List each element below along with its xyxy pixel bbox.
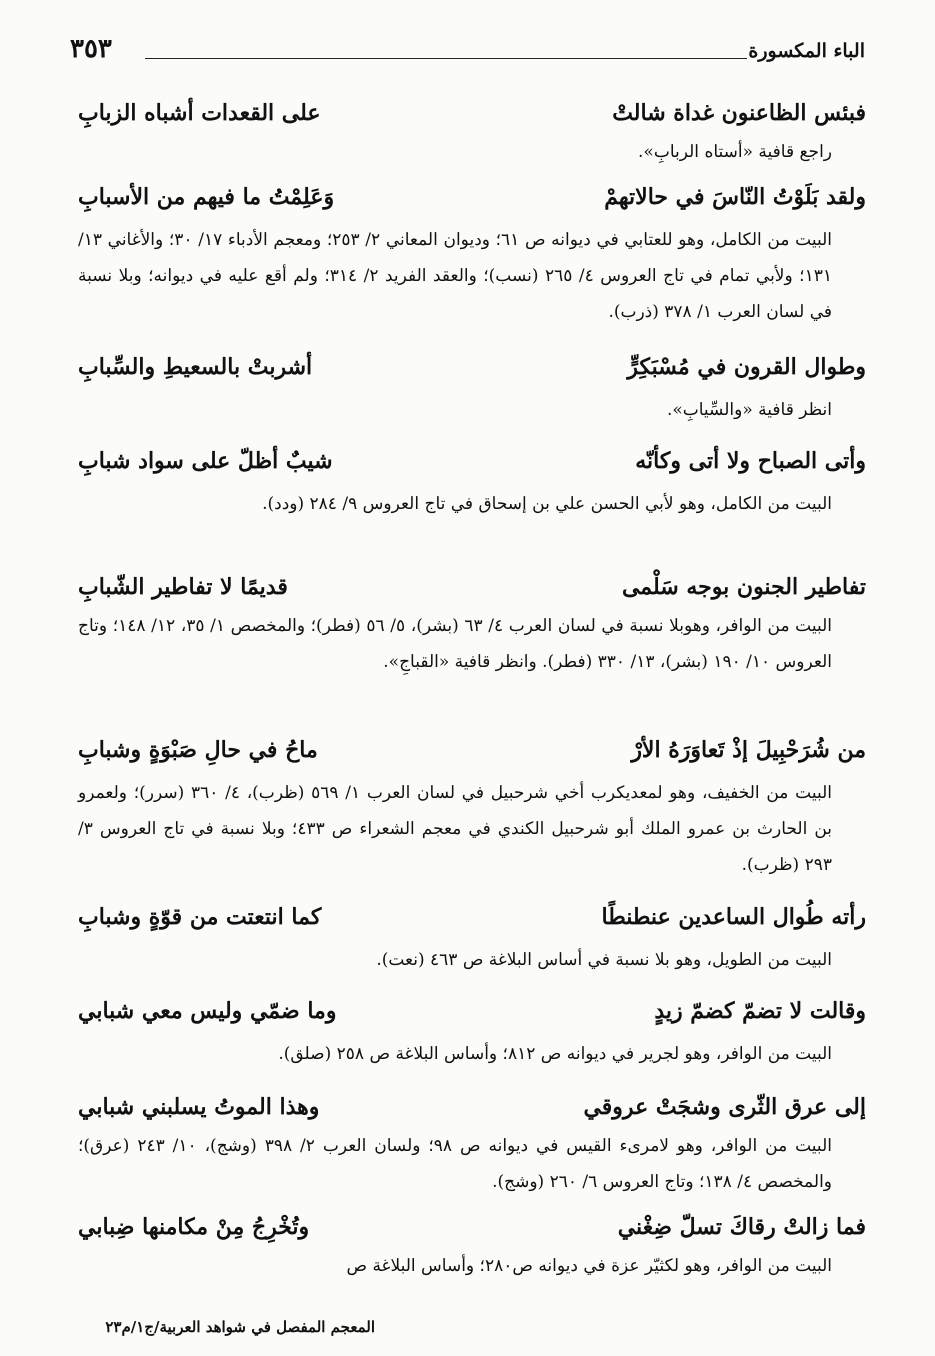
- verse-first-hemistich: إلى عرق الثّرى وشجَتْ عروقي: [583, 1094, 866, 1120]
- verse-line: [78, 180, 866, 224]
- verse-note: البيت من الوافر، وهو لجرير في ديوانه ص ٨١٢؛ وأساس البلاغة ص ٢٥٨ (صلق).: [278, 1044, 832, 1064]
- verse-first-hemistich: فبئس الظاعنون غداة شالتْ: [612, 100, 866, 126]
- verse-first-hemistich: وأتى الصباح ولا أتى وكأنّه: [635, 448, 866, 474]
- entry: [78, 180, 866, 330]
- entry: [78, 350, 866, 428]
- verse-note: البيت من الوافر، وهوبلا نسبة في لسان العرب ٤/ ٦٣ (بشر)، ٥/ ٥٦ (فطر)؛ والمخصص ١/ ٣٥، ١٢/ ١٤٨؛ وتاج العروس ١٠/ ١٩٠ (بشر)، ١٣/ ٣٣٠ (فطر). وانظر قافية «القباجِ».: [78, 616, 833, 672]
- footer-book-title: المعجم المفصل في شواهد العربية/ج١/م٢٣: [105, 1318, 375, 1336]
- entry: [78, 733, 866, 883]
- verse-first-hemistich: وطوال القرون في مُسْبَكِرٍّ: [627, 354, 866, 380]
- verse-note: البيت من الكامل، وهو للعتابي في ديوانه ص ٦١؛ وديوان المعاني ٢/ ٢٥٣؛ ومعجم الأدباء ١٧/ ٣٠؛ والأغاني ١٣/ ١٣١؛ ولأبي تمام في تاج العروس ٤/ ٢٦٥ (نسب)؛ والعقد الفريد ٢/ ٣١٤؛ ولم أقع عليه في ديوانه؛ وبلا نسبة في لسان العرب ١/ ٣٧٨ (ذرب).: [78, 230, 832, 322]
- verse-second-hemistich: وهذا الموتُ يسلبني شبابي: [78, 1094, 320, 1120]
- verse-line: [78, 1210, 866, 1254]
- running-title: الباء المكسورة: [748, 40, 865, 62]
- entry: [78, 994, 866, 1072]
- verse-line: [78, 570, 866, 614]
- verse-note: انظر قافية «والسِّيابِ».: [666, 400, 832, 420]
- entry: [78, 570, 866, 680]
- verse-second-hemistich: شيبٌ أظلّ على سواد شبابِ: [78, 448, 333, 474]
- verse-second-hemistich: وما ضمّي وليس معي شبابي: [78, 998, 337, 1024]
- verse-line: [78, 733, 866, 777]
- verse-second-hemistich: على القعدات أشباه الزبابِ: [78, 100, 321, 126]
- verse-first-hemistich: من شُرَحْبِيلَ إذْ تَعاوَرَهُ الأرْ: [631, 737, 866, 763]
- verse-line: [78, 444, 866, 488]
- verse-note: راجع قافية «أستاه الربابِ».: [638, 142, 832, 162]
- verse-note: البيت من الكامل، وهو لأبي الحسن علي بن إسحاق في تاج العروس ٩/ ٢٨٤ (ودد).: [262, 494, 832, 514]
- verse-note: البيت من الخفيف، وهو لمعديكرب أخي شرحبيل في لسان العرب ١/ ٥٦٩ (ظرب)، ٤/ ٣٦٠ (سرر)؛ ولعمرو بن الحارث بن عمرو الملك أبو شرحبيل الكندي في معجم الشعراء ص ٤٣٣؛ وبلا نسبة في تاج العروس ٣/ ٢٩٣ (ظرب).: [78, 783, 832, 875]
- page-header: [70, 34, 865, 74]
- verse-first-hemistich: وقالت لا تضمّ كضمّ زيدٍ: [654, 998, 866, 1024]
- verse-note: البيت من الوافر، وهو لكثيّر عزة في ديوانه ص٢٨٠؛ وأساس البلاغة ص: [346, 1256, 832, 1276]
- verse-first-hemistich: ولقد بَلَوْتُ النّاسَ في حالاتهمْ: [604, 184, 866, 210]
- verse-second-hemistich: ماحُ في حالِ صَبْوَةٍ وشبابِ: [78, 737, 318, 763]
- verse-first-hemistich: تفاطير الجنون بوجه سَلْمى: [621, 574, 866, 600]
- verse-second-hemistich: وَعَلِمْتُ ما فيهم من الأسبابِ: [78, 184, 335, 210]
- page-number: ٣٥٣: [70, 34, 112, 64]
- verse-first-hemistich: فما زالتْ رقاكَ تسلّ ضِغْني: [617, 1214, 866, 1240]
- entry: [78, 444, 866, 522]
- entry: [78, 1090, 866, 1200]
- verse-line: [78, 96, 866, 140]
- verse-second-hemistich: كما انتعتت من قوّةٍ وشبابِ: [78, 904, 322, 930]
- verse-note: البيت من الطويل، وهو بلا نسبة في أساس البلاغة ص ٤٦٣ (نعت).: [376, 950, 832, 970]
- header-rule: [145, 58, 747, 59]
- entry: [78, 1210, 866, 1284]
- verse-line: [78, 900, 866, 944]
- verse-second-hemistich: أشربتْ بالسعيطِ والسِّبابِ: [78, 354, 313, 380]
- verse-first-hemistich: رأته طُوال الساعدين عنطنطًا: [601, 904, 866, 930]
- verse-second-hemistich: وتُخْرِجُ مِنْ مكامنها ضِبابي: [78, 1214, 310, 1240]
- verse-line: [78, 1090, 866, 1134]
- verse-second-hemistich: قديمًا لا تفاطير الشّبابِ: [78, 574, 288, 600]
- verse-note: البيت من الوافر، وهو لامرىء القيس في ديوانه ص ٩٨؛ ولسان العرب ٢/ ٣٩٨ (وشج)، ١٠/ ٢٤٣ (عرق)؛ والمخصص ٤/ ١٣٨؛ وتاج العروس ٦/ ٢٦٠ (وشج).: [78, 1136, 832, 1192]
- entry: [78, 96, 866, 170]
- verse-line: [78, 350, 866, 394]
- entry: [78, 900, 866, 978]
- verse-line: [78, 994, 866, 1038]
